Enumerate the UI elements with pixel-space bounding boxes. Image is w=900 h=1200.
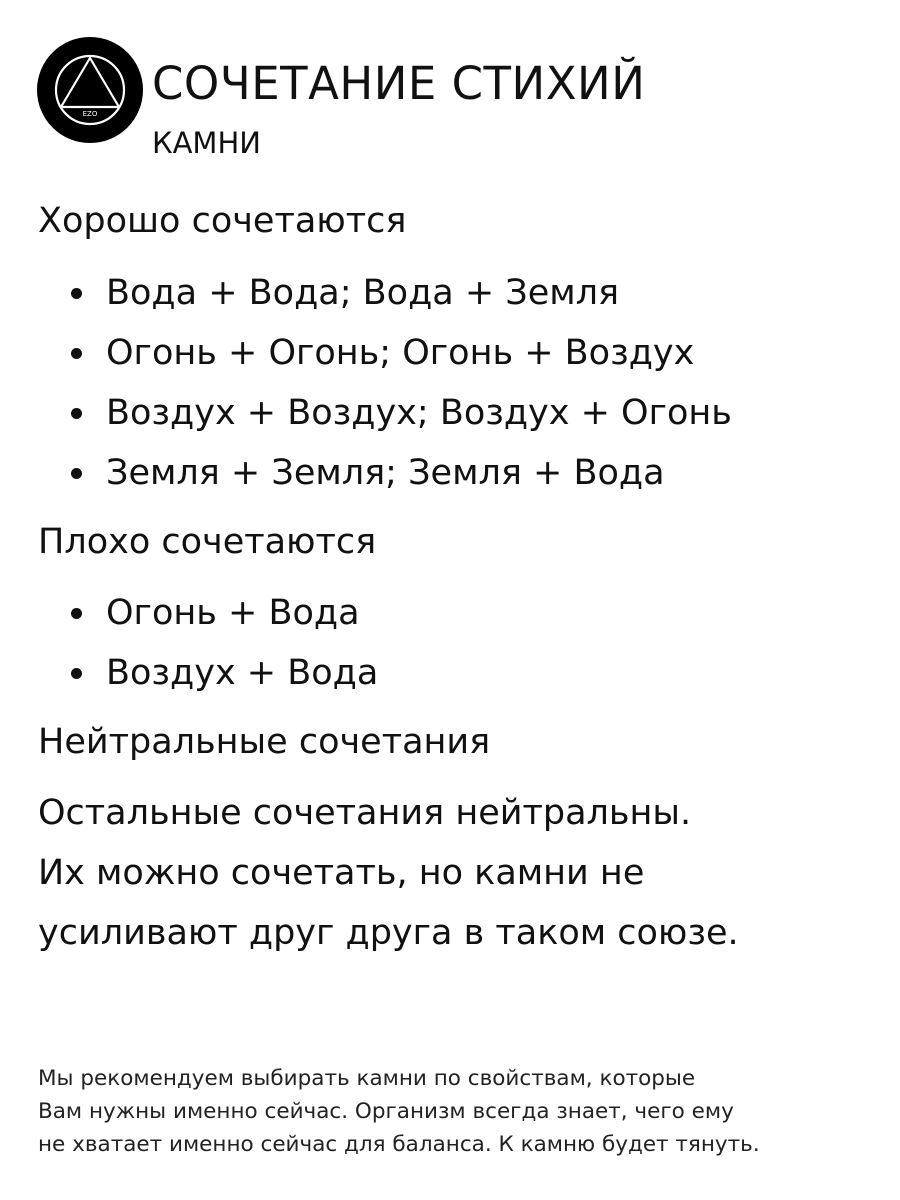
footnote-line: Вам нужны именно сейчас. Организм всегда знает, чего ему [38, 1099, 734, 1124]
bullet-icon [71, 408, 82, 419]
page-title: СОЧЕТАНИЕ СТИХИЙ [152, 57, 646, 110]
bullet-icon [71, 668, 82, 679]
paragraph-line: Остальные сочетания нейтральны. [38, 793, 692, 833]
logo-text: EZO [82, 110, 98, 118]
bullet-icon [71, 608, 82, 619]
list-item-text: Воздух + Вода [106, 653, 379, 693]
list-item-text: Огонь + Огонь; Огонь + Воздух [106, 333, 695, 373]
recommendation-footnote [38, 1062, 760, 1161]
footnote-line: Мы рекомендуем выбирать камни по свойствам, которые [38, 1066, 696, 1091]
list-item-text: Огонь + Вода [106, 593, 360, 633]
paragraph-line: усиливают друг друга в таком союзе. [38, 913, 739, 953]
bullet-icon [71, 348, 82, 359]
list-item-text: Вода + Вода; Вода + Земля [106, 273, 620, 313]
brand-logo [37, 37, 143, 143]
bullet-icon [71, 288, 82, 299]
neutral-combinations-heading: Нейтральные сочетания [38, 722, 491, 762]
good-combinations-heading: Хорошо сочетаются [38, 201, 407, 241]
list-item-text: Воздух + Воздух; Воздух + Огонь [106, 393, 732, 433]
page-subtitle: КАМНИ [152, 126, 261, 160]
triangle-in-circle-icon [37, 37, 143, 143]
bad-combinations-heading: Плохо сочетаются [38, 522, 377, 562]
footnote-line: не хватает именно сейчас для баланса. К камню будет тянуть. [38, 1132, 760, 1157]
neutral-combinations-paragraph [38, 783, 739, 963]
paragraph-line: Их можно сочетать, но камни не [38, 853, 645, 893]
bullet-icon [71, 468, 82, 479]
list-item-text: Земля + Земля; Земля + Вода [106, 453, 665, 493]
